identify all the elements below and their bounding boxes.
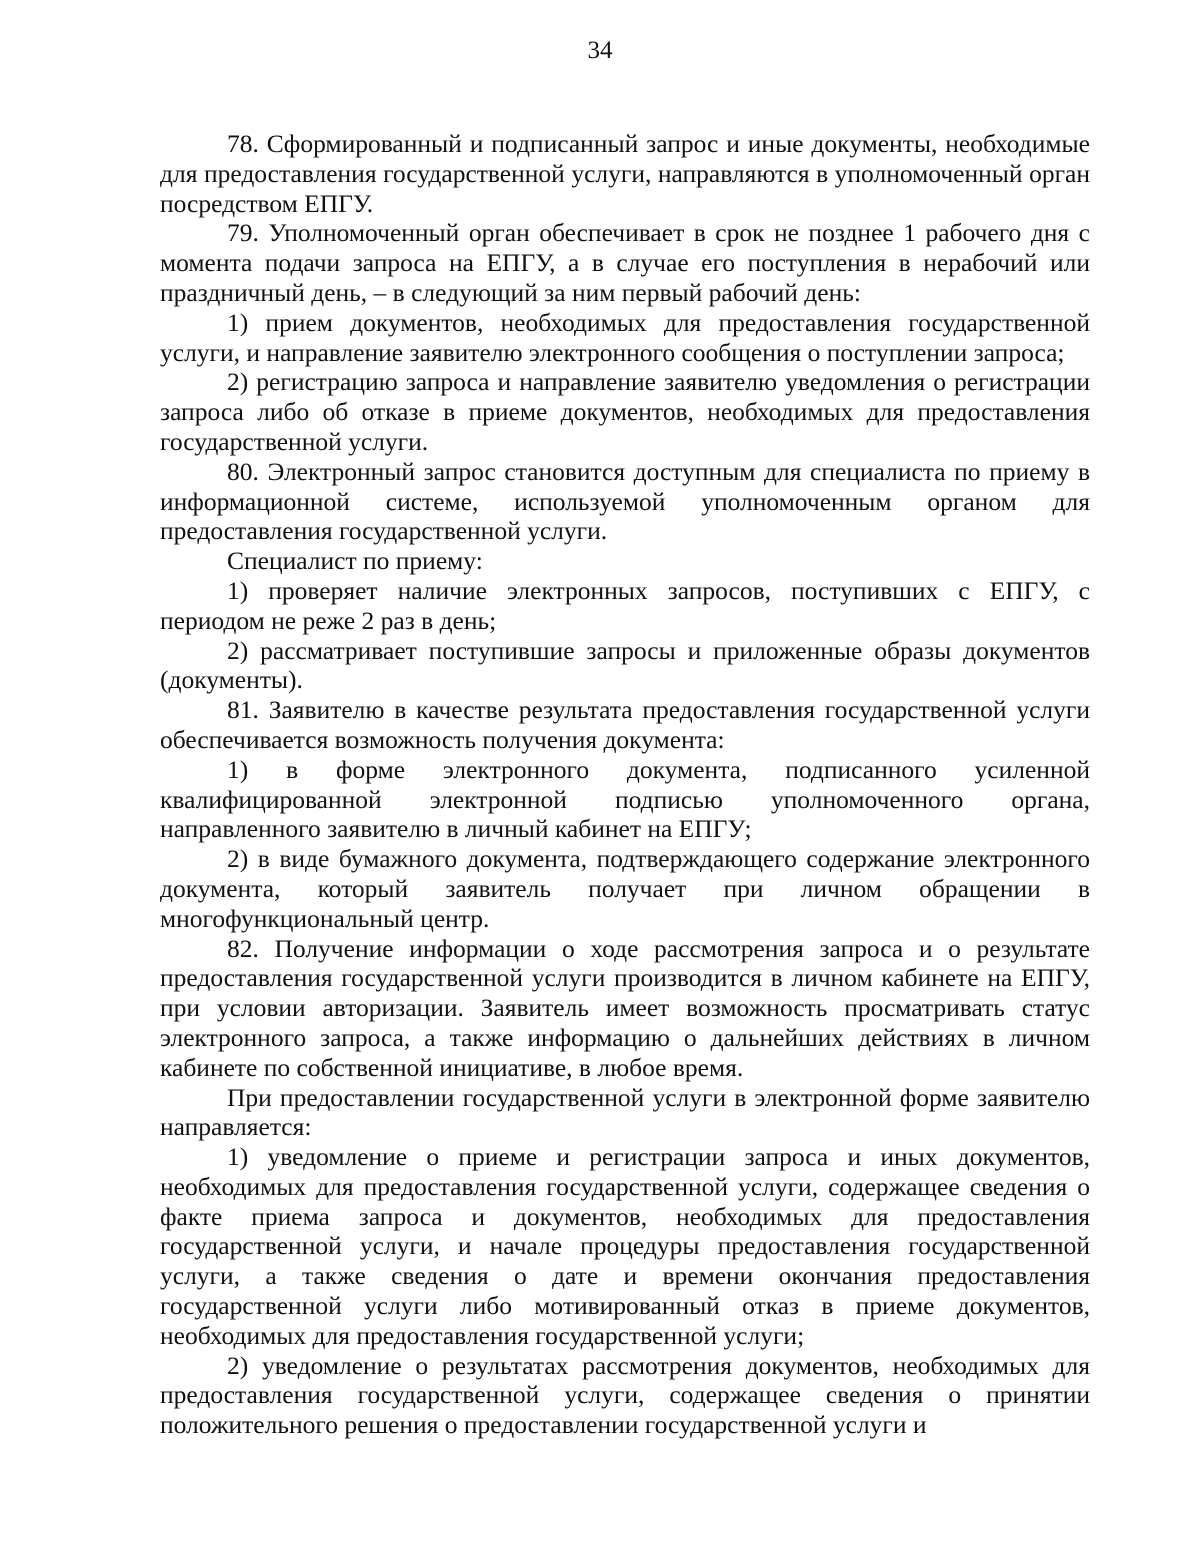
paragraph-specialist-item-2: 2) рассматривает поступившие запросы и приложенные образы документов (документы). [160,635,1090,695]
paragraph-82: 82. Получение информации о ходе рассмотрения запроса и о результате предоставления государственной услуги производится в личном кабинете на ЕПГУ, при условии авторизации. Заявитель имеет возможность просматривать статус электронного запроса, а также информацию о дальнейших действиях в личном кабинете по собственной инициативе, в любое время. [160,933,1090,1082]
paragraph-specialist-item-1: 1) проверяет наличие электронных запросов, поступивших с ЕПГУ, с периодом не реже 2 раз в день; [160,575,1090,635]
document-body [160,129,1090,1440]
paragraph-81-item-1: 1) в форме электронного документа, подписанного усиленной квалифицированной электронной подписью уполномоченного органа, направленного заявителю в личный кабинет на ЕПГУ; [160,754,1090,844]
paragraph-81-item-2: 2) в виде бумажного документа, подтверждающего содержание электронного документа, который заявитель получает при личном обращении в многофункциональный центр. [160,844,1090,933]
page-number: 34 [587,37,613,64]
paragraph-78: 78. Сформированный и подписанный запрос и иные документы, необходимые для предоставления государственной услуги, направляются в уполномоченный орган посредством ЕПГУ. [160,129,1090,218]
paragraph-80: 80. Электронный запрос становится доступным для специалиста по приему в информационной системе, используемой уполномоченным органом для предоставления государственной услуги. [160,456,1090,546]
paragraph-79-item-2: 2) регистрацию запроса и направление заявителю уведомления о регистрации запроса либо об отказе в приеме документов, необходимых для предоставления государственной услуги. [160,367,1090,456]
paragraph-notification-item-1: 1) уведомление о приеме и регистрации запроса и иных документов, необходимых для предоставления государственной услуги, содержащее сведения о факте приема запроса и документов, необходимых для предоставления государственной услуги, и начале процедуры предоставления государственной услуги, а также сведения о дате и времени окончания предоставления государственной услуги либо мотивированный отказ в приеме документов, необходимых для предоставления государственной услуги; [160,1142,1090,1350]
paragraph-81: 81. Заявителю в качестве результата предоставления государственной услуги обеспечивается возможность получения документа: [160,695,1090,754]
paragraph-notifications-intro: При предоставлении государственной услуги в электронной форме заявителю направляется: [160,1082,1090,1142]
paragraph-specialist-intro: Специалист по приему: [227,546,483,576]
paragraph-79-item-1: 1) прием документов, необходимых для предоставления государственной услуги, и направление заявителю электронного сообщения о поступлении запроса; [160,307,1090,367]
paragraph-79: 79. Уполномоченный орган обеспечивает в срок не позднее 1 рабочего дня с момента подачи запроса на ЕПГУ, а в случае его поступления в нерабочий или праздничный день, – в следующий за ним первый рабочий день: [160,218,1090,307]
paragraph-notification-item-2: 2) уведомление о результатах рассмотрения документов, необходимых для предоставления государственной услуги, содержащее сведения о принятии положительного решения о предоставлении государственной услуги и [160,1350,1090,1440]
